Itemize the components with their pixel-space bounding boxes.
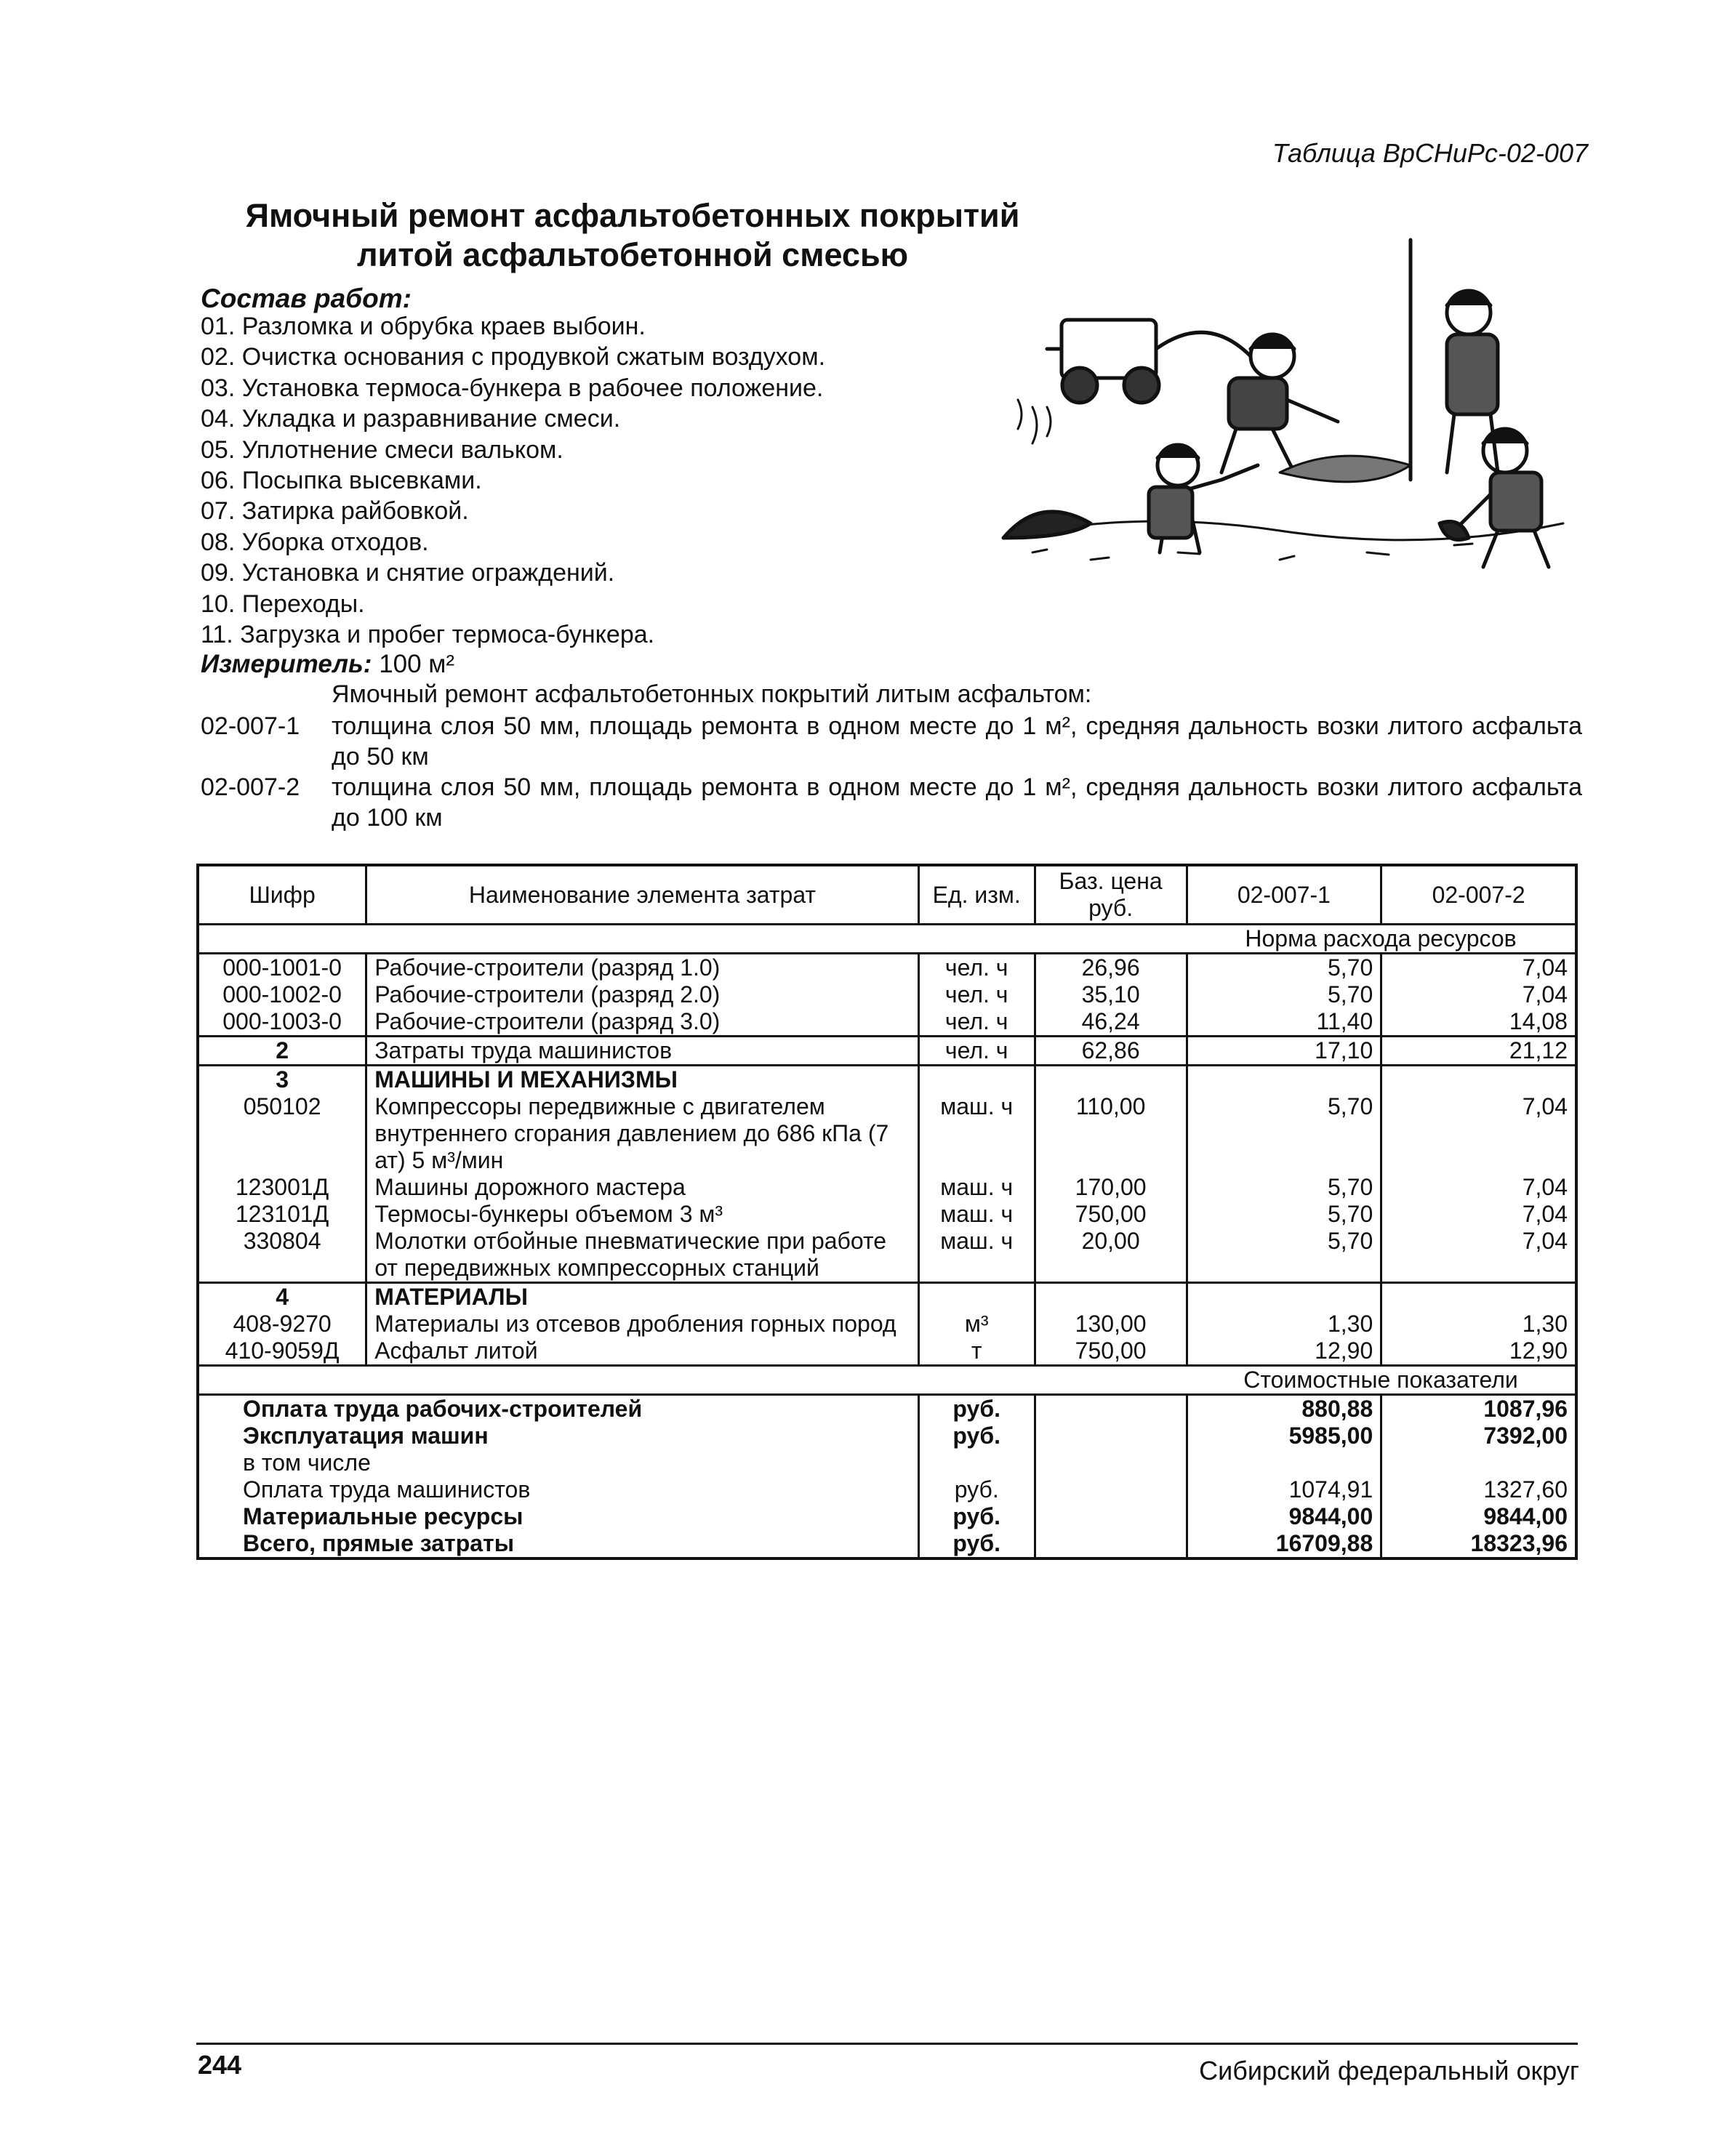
- cell-price: 62,86: [1035, 1037, 1187, 1066]
- cell-price: 110,00: [1035, 1093, 1187, 1174]
- summary-name: Оплата труда машинистов: [198, 1476, 918, 1503]
- cell-v1: 5,70: [1187, 1093, 1381, 1174]
- meter-line: [201, 650, 454, 679]
- table-row: [198, 1338, 1576, 1366]
- list-item: 11. Загрузка и пробег термоса-бункера.: [201, 621, 655, 649]
- summary-name: Оплата труда рабочих-строителей: [198, 1395, 918, 1423]
- cell-v2: 1,30: [1522, 1311, 1568, 1337]
- table-header-row: [198, 865, 1576, 925]
- header-variant-1: 02-007-1: [1187, 865, 1381, 925]
- table-row: [198, 954, 1576, 982]
- section-label-row: [198, 1366, 1576, 1395]
- road-workers-illustration: [989, 233, 1570, 596]
- summary-v1: 9844,00: [1187, 1503, 1381, 1530]
- cell-v1: 1,30: [1187, 1311, 1381, 1338]
- summary-price: [1035, 1476, 1187, 1503]
- summary-v1: 880,88: [1187, 1395, 1381, 1423]
- summary-unit: руб.: [918, 1423, 1035, 1449]
- cell-v1: 12,90: [1187, 1338, 1381, 1366]
- list-item: 02. Очистка основания с продувкой сжатым воздухом.: [201, 343, 826, 371]
- title-line-2: литой асфальтобетонной смесью: [356, 236, 909, 273]
- cell-code: 123101Д: [198, 1201, 366, 1228]
- cell-v2: [1381, 1066, 1576, 1094]
- cell-v1: 17,10: [1187, 1037, 1381, 1066]
- variant-text: толщина слоя 50 мм, площадь ремонта в одном месте до 1 м², средняя дальность возки литого асфальта до 100 км: [332, 773, 1582, 832]
- cell-v1: 5,70: [1187, 1228, 1381, 1283]
- cell-name: Рабочие-строители (разряд 1.0): [366, 954, 918, 982]
- header-variant-2: 02-007-2: [1381, 865, 1576, 925]
- cell-v2: 7,04: [1522, 981, 1568, 1007]
- summary-price: [1035, 1503, 1187, 1530]
- summary-row: [198, 1530, 1576, 1558]
- cell-v1: [1187, 1066, 1381, 1094]
- cell-code: 000-1002-0: [198, 981, 366, 1008]
- header-unit: Ед. изм.: [918, 865, 1035, 925]
- cell-name: МАТЕРИАЛЫ: [366, 1283, 918, 1311]
- cell-unit: м³: [918, 1311, 1035, 1338]
- summary-v1: [1187, 1449, 1381, 1476]
- title-line-1: Ямочный ремонт асфальтобетонных покрытий: [245, 197, 1020, 234]
- table-row: [198, 1093, 1576, 1174]
- list-item: 03. Установка термоса-бункера в рабочее положение.: [201, 374, 824, 402]
- meter-label: Измеритель:: [201, 650, 372, 678]
- variant-item: [201, 711, 1582, 772]
- table-row: [198, 1228, 1576, 1283]
- summary-row: [198, 1449, 1576, 1476]
- summary-v2: 9844,00: [1483, 1503, 1568, 1529]
- summary-v2: 1327,60: [1483, 1476, 1568, 1503]
- variant-code: 02-007-2: [201, 773, 300, 801]
- header-code: Шифр: [198, 865, 366, 925]
- summary-v2: 7392,00: [1483, 1423, 1568, 1449]
- cell-v2: 7,04: [1522, 1228, 1568, 1254]
- table-row: [198, 1008, 1576, 1037]
- list-item: 06. Посыпка высевками.: [201, 467, 482, 495]
- cell-price: 130,00: [1035, 1311, 1187, 1338]
- summary-name: Материальные ресурсы: [198, 1503, 918, 1530]
- cell-unit: чел. ч: [918, 954, 1035, 982]
- cell-name: Рабочие-строители (разряд 2.0): [366, 981, 918, 1008]
- work-composition-list: [201, 311, 825, 650]
- cell-name: Термосы-бункеры объемом 3 м³: [366, 1201, 918, 1228]
- cell-unit: маш. ч: [918, 1228, 1035, 1283]
- cell-name: Асфальт литой: [366, 1338, 918, 1366]
- cell-name: Рабочие-строители (разряд 3.0): [366, 1008, 918, 1037]
- list-item: 07. Затирка райбовкой.: [201, 497, 469, 526]
- list-item: 09. Установка и снятие ограждений.: [201, 559, 615, 587]
- cell-code: 408-9270: [198, 1311, 366, 1338]
- summary-v1: 1074,91: [1187, 1476, 1381, 1503]
- work-composition-heading: Состав работ:: [201, 283, 412, 313]
- summary-unit: руб.: [918, 1530, 1035, 1558]
- cell-code: 4: [198, 1283, 366, 1311]
- cell-v2: 7,04: [1522, 1201, 1568, 1227]
- variants-intro: Ямочный ремонт асфальтобетонных покрытий литым асфальтом:: [332, 680, 1092, 708]
- cell-name: Материалы из отсевов дробления горных пород: [366, 1311, 918, 1338]
- footer-divider: [196, 2043, 1578, 2045]
- cell-price: 750,00: [1035, 1201, 1187, 1228]
- summary-name: в том числе: [198, 1449, 918, 1476]
- cell-name: Затраты труда машинистов: [366, 1037, 918, 1066]
- cell-price: 170,00: [1035, 1174, 1187, 1201]
- norm-label: Норма расхода ресурсов: [1187, 925, 1576, 954]
- summary-unit: руб.: [918, 1476, 1035, 1503]
- cell-price: 35,10: [1035, 981, 1187, 1008]
- cell-v1: 11,40: [1187, 1008, 1381, 1037]
- region-name: Сибирский федеральный округ: [1199, 2056, 1579, 2085]
- section-label-row: [198, 925, 1576, 954]
- cell-price: [1035, 1283, 1187, 1311]
- summary-row: [198, 1476, 1576, 1503]
- cell-v1: 5,70: [1187, 1201, 1381, 1228]
- header-name: Наименование элемента затрат: [366, 865, 918, 925]
- cell-unit: маш. ч: [918, 1174, 1035, 1201]
- cell-code: 2: [198, 1037, 366, 1066]
- table-row: [198, 1311, 1576, 1338]
- list-item: 08. Уборка отходов.: [201, 528, 429, 556]
- summary-row: [198, 1503, 1576, 1530]
- variant-text: толщина слоя 50 мм, площадь ремонта в одном месте до 1 м², средняя дальность возки литого асфальта до 50 км: [332, 712, 1582, 771]
- cell-code: 050102: [198, 1093, 366, 1174]
- cell-name: МАШИНЫ И МЕХАНИЗМЫ: [366, 1066, 918, 1094]
- summary-v2: 1087,96: [1483, 1396, 1568, 1422]
- cell-v1: 5,70: [1187, 954, 1381, 982]
- cell-price: 20,00: [1035, 1228, 1187, 1283]
- summary-price: [1035, 1423, 1187, 1449]
- cell-price: 26,96: [1035, 954, 1187, 982]
- header-price: Баз. цена руб.: [1035, 865, 1187, 925]
- table-reference: Таблица ВрСНиРс-02-007: [1272, 138, 1588, 168]
- summary-name: Всего, прямые затраты: [198, 1530, 918, 1558]
- summary-v1: 5985,00: [1187, 1423, 1381, 1449]
- cell-name: Машины дорожного мастера: [366, 1174, 918, 1201]
- summary-v2: [1381, 1449, 1576, 1476]
- cell-code: 000-1003-0: [198, 1008, 366, 1037]
- summary-unit: [918, 1449, 1035, 1476]
- cell-name: Компрессоры передвижные с двигателем внутреннего сгорания давлением до 686 кПа (7 ат) 5 м³/мин: [366, 1093, 918, 1174]
- cell-v1: 5,70: [1187, 1174, 1381, 1201]
- meter-value: 100 м²: [379, 650, 455, 678]
- table-row: [198, 1037, 1576, 1066]
- cell-unit: маш. ч: [918, 1093, 1035, 1174]
- list-item: 05. Уплотнение смеси вальком.: [201, 435, 563, 464]
- cell-v1: [1187, 1283, 1381, 1311]
- cell-unit: чел. ч: [918, 1008, 1035, 1037]
- summary-v2: 18323,96: [1470, 1530, 1568, 1556]
- summary-unit: руб.: [918, 1395, 1035, 1423]
- cell-unit: [918, 1066, 1035, 1094]
- cell-code: 3: [198, 1066, 366, 1094]
- cell-code: 123001Д: [198, 1174, 366, 1201]
- summary-unit: руб.: [918, 1503, 1035, 1530]
- cell-code: 000-1001-0: [198, 954, 366, 982]
- list-item: 10. Переходы.: [201, 590, 365, 618]
- summary-price: [1035, 1530, 1187, 1558]
- cell-unit: маш. ч: [918, 1201, 1035, 1228]
- summary-v1: 16709,88: [1187, 1530, 1381, 1558]
- page-title: [196, 196, 1069, 275]
- cell-v2: 7,04: [1522, 1093, 1568, 1119]
- cell-v2: 14,08: [1509, 1008, 1568, 1034]
- table-row: [198, 1283, 1576, 1311]
- cell-code: 410-9059Д: [198, 1338, 366, 1366]
- summary-price: [1035, 1449, 1187, 1476]
- cell-name: Молотки отбойные пневматические при работе от передвижных компрессорных станций: [366, 1228, 918, 1283]
- summary-row: [198, 1395, 1576, 1423]
- page-number: 244: [198, 2050, 242, 2080]
- table-row: [198, 1174, 1576, 1201]
- table-row: [198, 1066, 1576, 1094]
- cost-table: [196, 864, 1578, 1560]
- list-item: 01. Разломка и обрубка краев выбоин.: [201, 313, 646, 340]
- cell-v2: [1381, 1283, 1576, 1311]
- variant-code: 02-007-1: [201, 712, 300, 740]
- cell-price: 46,24: [1035, 1008, 1187, 1037]
- cell-unit: чел. ч: [918, 981, 1035, 1008]
- cell-unit: чел. ч: [918, 1037, 1035, 1066]
- cell-price: [1035, 1066, 1187, 1094]
- table-row: [198, 981, 1576, 1008]
- cell-v2: 7,04: [1522, 954, 1568, 981]
- cell-code: 330804: [198, 1228, 366, 1283]
- cell-v1: 5,70: [1187, 981, 1381, 1008]
- cost-label: Стоимостные показатели: [1187, 1366, 1576, 1395]
- summary-name: Эксплуатация машин: [198, 1423, 918, 1449]
- list-item: 04. Укладка и разравнивание смеси.: [201, 405, 621, 433]
- cell-v2: 12,90: [1509, 1338, 1568, 1364]
- summary-price: [1035, 1395, 1187, 1423]
- cell-v2: 7,04: [1522, 1174, 1568, 1200]
- variant-item: [201, 772, 1582, 833]
- cell-price: 750,00: [1035, 1338, 1187, 1366]
- summary-row: [198, 1423, 1576, 1449]
- cell-v2: 21,12: [1381, 1037, 1576, 1066]
- cell-unit: [918, 1283, 1035, 1311]
- cell-unit: т: [918, 1338, 1035, 1366]
- table-row: [198, 1201, 1576, 1228]
